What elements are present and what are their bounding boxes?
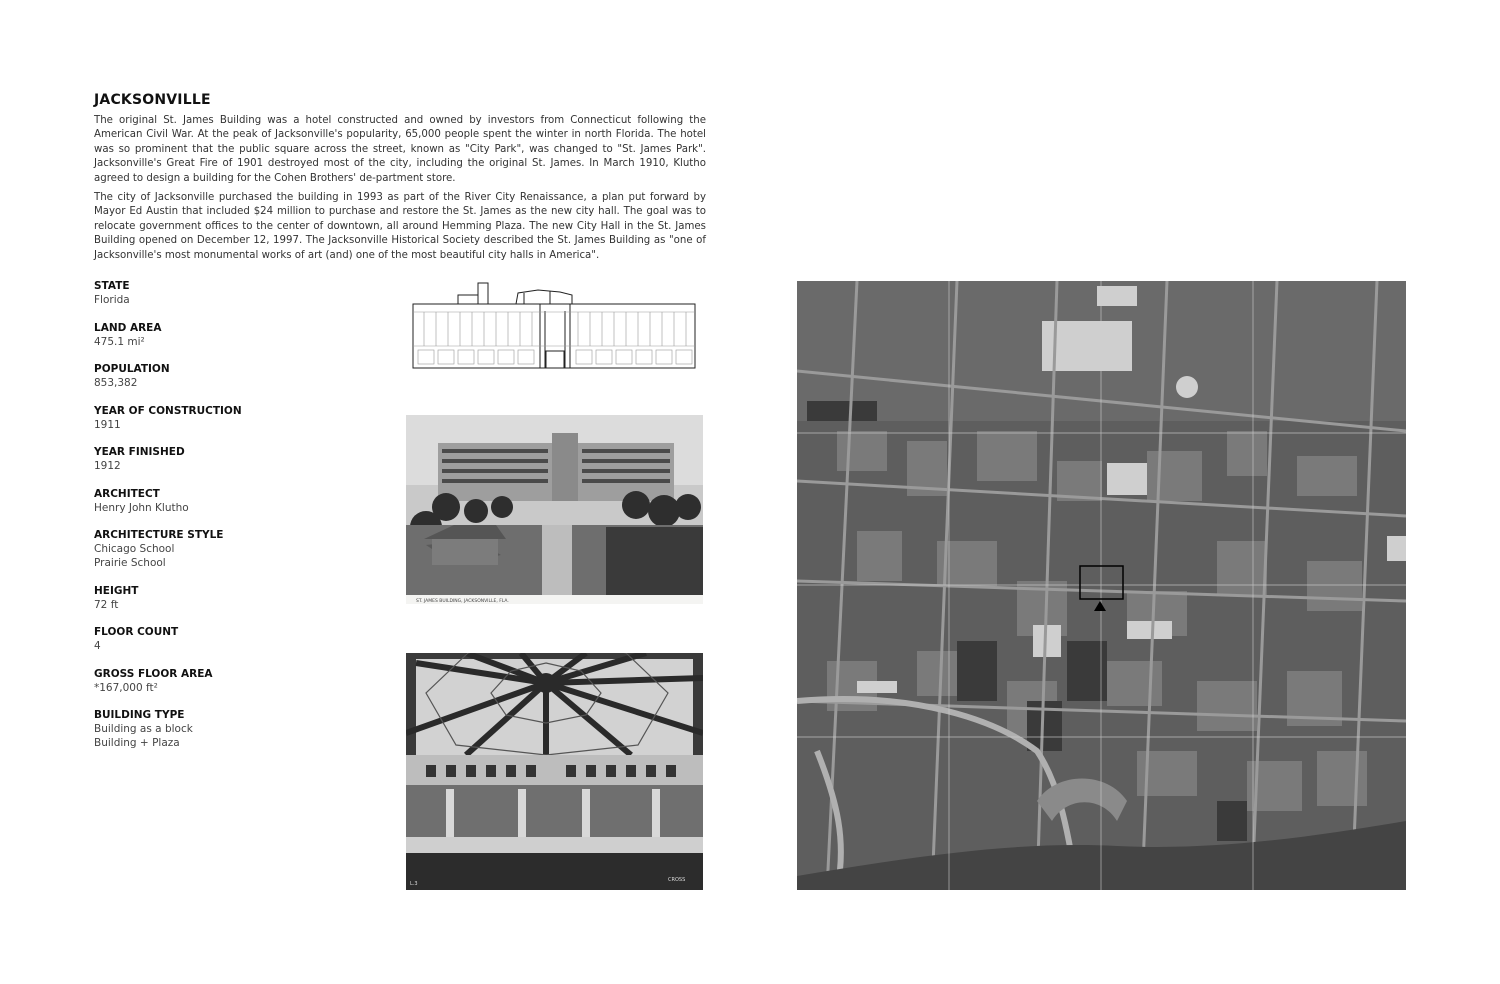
historic-postcard-photo (406, 415, 703, 604)
intro-paragraph-1: The original St. James Building was a hotel constructed and owned by investors from Connecticut following the American Civil War. At the peak of Jacksonville's popularity, 65,000 people spent the winter in north Florida. The hotel was so prominent that the public square across the street, known as "City Park", was changed to "St. James Park". Jacksonville's Great Fire of 1901 destroyed most of the city, including the original St. James. In March 1910, Klutho agreed to design a building for the Cohen Brothers' de-partment store. (94, 115, 706, 184)
fact-value: 1912 (94, 460, 121, 472)
fact-label: HEIGHT (94, 584, 139, 597)
fact-label: LAND AREA (94, 321, 162, 334)
fact-value: *167,000 ft² (94, 681, 158, 694)
fact-value: 4 (94, 640, 101, 652)
fact-state (94, 279, 374, 307)
fact-value: Henry John Klutho (94, 501, 189, 514)
interior-photo-mark-2: CROSS (668, 877, 686, 883)
fact-year-construction (94, 404, 374, 432)
aerial-site-map (797, 281, 1406, 890)
fact-floor-count (94, 625, 374, 653)
fact-value: 475.1 mi² (94, 335, 145, 348)
fact-building-type (94, 708, 374, 750)
fact-label: YEAR OF CONSTRUCTION (94, 404, 242, 417)
fact-value: 1911 (94, 418, 121, 431)
fact-label: GROSS FLOOR AREA (94, 667, 213, 680)
fact-population (94, 362, 374, 390)
fact-year-finished (94, 445, 374, 473)
fact-value: Florida (94, 294, 130, 306)
fact-value: Prairie School (94, 557, 166, 569)
fact-architect (94, 487, 374, 515)
fact-architecture-style (94, 528, 374, 570)
fact-value: 72 ft (94, 598, 119, 611)
fact-land-area (94, 321, 374, 349)
fact-label: ARCHITECT (94, 487, 160, 500)
fact-value: Chicago School (94, 543, 175, 555)
page-title: JACKSONVILLE (94, 92, 211, 108)
fact-label: YEAR FINISHED (94, 446, 185, 458)
fact-value: Building as a block (94, 723, 193, 735)
fact-label: BUILDING TYPE (94, 709, 185, 721)
fact-value: 853,382 (94, 377, 138, 389)
fact-gross-floor-area (94, 667, 374, 695)
interior-photo-mark: L.3 (410, 881, 418, 887)
intro-paragraph-2: The city of Jacksonville purchased the building in 1993 as part of the River City Renaissance, a plan put forward by Mayor Ed Austin that included $24 million to purchase and restore the St. James as the new city hall. The goal was to relocate government offices to the center of downtown, all around Hemming Plaza. The new City Hall in the St. James Building opened on December 12, 1997. The Jacksonville Historical Society described the St. James Building as "one of Jacksonville's most monumental works of art (and) one of the most beautiful city halls in America". (94, 192, 706, 261)
building-elevation-drawing (412, 281, 698, 371)
fact-height (94, 584, 374, 612)
fact-label: POPULATION (94, 363, 170, 375)
fact-label: FLOOR COUNT (94, 626, 179, 638)
interior-dome-photo (406, 653, 703, 890)
fact-label: STATE (94, 280, 130, 292)
intro-text (94, 114, 706, 268)
postcard-caption: ST. JAMES BUILDING, JACKSONVILLE, FLA. (416, 599, 509, 604)
fact-label: ARCHITECTURE STYLE (94, 529, 224, 541)
fact-list (94, 279, 374, 764)
fact-value: Building + Plaza (94, 737, 180, 749)
